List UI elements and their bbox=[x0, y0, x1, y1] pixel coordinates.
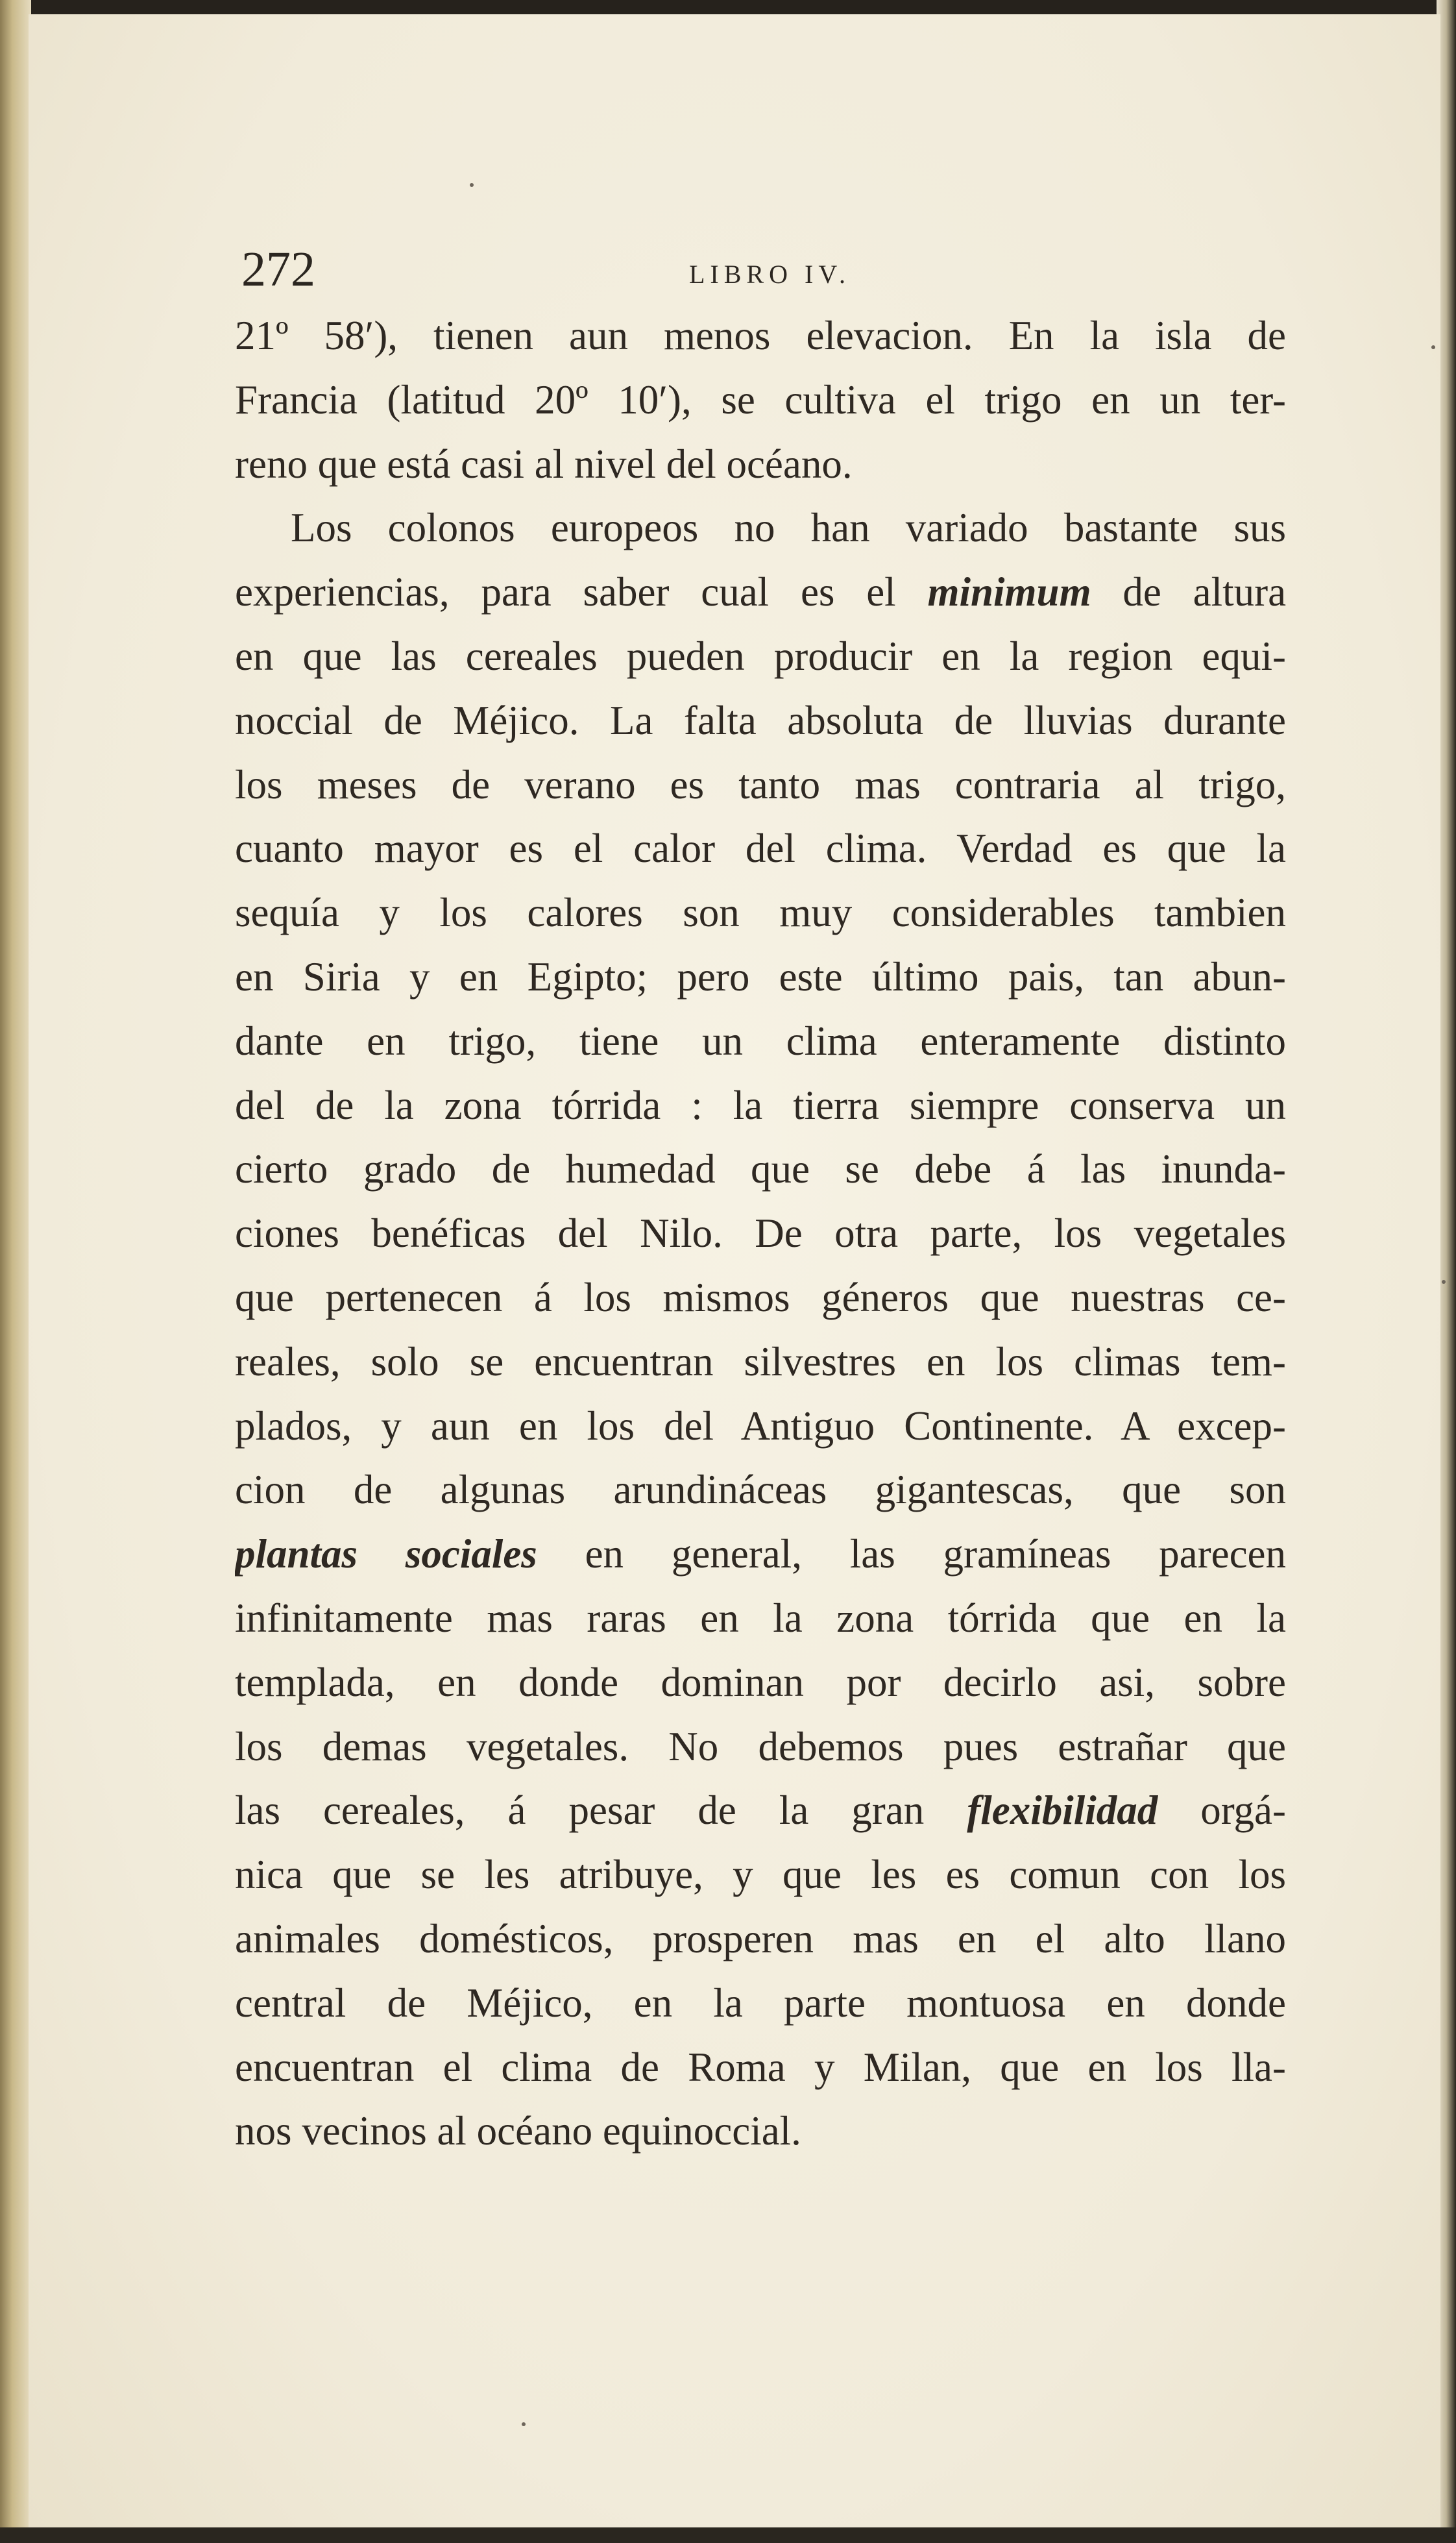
text-line: plados, y aun en los del Antiguo Continente. A excep- bbox=[235, 1403, 1286, 1449]
text-line: en Siria y en Egipto; pero este último pais, tan abun- bbox=[235, 953, 1286, 1000]
text-line: central de Méjico, en la parte montuosa en donde bbox=[235, 1980, 1286, 2026]
text-line: Los colonos europeos no han variado bastante sus bbox=[291, 505, 1286, 551]
text-line: los meses de verano es tanto mas contraria al trigo, bbox=[235, 761, 1286, 807]
italic-term-minimum: minimum bbox=[927, 569, 1091, 615]
italic-term-plantas-sociales: plantas sociales bbox=[235, 1531, 537, 1577]
text-segment: experiencias, para saber cual es el bbox=[235, 569, 896, 615]
text-line: animales domésticos, prosperen mas en el alto llano bbox=[235, 1915, 1286, 1961]
body-text bbox=[235, 304, 1286, 2163]
text-line: en que las cereales pueden producir en la region equi- bbox=[235, 633, 1286, 679]
text-line: templada, en donde dominan por decirlo asi, sobre bbox=[235, 1659, 1286, 1705]
text-line: noccial de Méjico. La falta absoluta de lluvias durante bbox=[235, 697, 1286, 743]
text-line: nica que se les atribuye, y que les es comun con los bbox=[235, 1852, 1286, 1898]
text-line: del de la zona tórrida : la tierra siempre conserva un bbox=[235, 1082, 1286, 1128]
text-line: infinitamente mas raras en la zona tórrida que en la bbox=[235, 1595, 1286, 1641]
text-line: cion de algunas arundináceas gigantescas, que son bbox=[235, 1467, 1286, 1513]
text-line: cierto grado de humedad que se debe á las inunda- bbox=[235, 1146, 1286, 1192]
paper-speck bbox=[522, 2422, 526, 2426]
text-line bbox=[235, 1778, 1286, 1843]
book-spine-edge bbox=[0, 0, 31, 2543]
text-line: reales, solo se encuentran silvestres en los climas tem- bbox=[235, 1338, 1286, 1384]
paper-speck bbox=[1431, 345, 1435, 349]
text-line: Francia (latitud 20º 10′), se cultiva el trigo en un ter- bbox=[235, 376, 1286, 423]
text-line: reno que está casi al nivel del océano. bbox=[235, 441, 853, 487]
text-segment: orgá- bbox=[1200, 1787, 1286, 1834]
book-edge-top bbox=[0, 0, 1456, 14]
text-line: cuanto mayor es el calor del clima. Verdad es que la bbox=[235, 826, 1286, 872]
paper-speck bbox=[1442, 1280, 1446, 1284]
text-segment: las cereales, á pesar de la gran bbox=[235, 1787, 925, 1834]
book-edge-bottom bbox=[0, 2527, 1456, 2543]
text-line: dante en trigo, tiene un clima enteramente distinto bbox=[235, 1018, 1286, 1064]
text-line: ciones benéficas del Nilo. De otra parte, los vegetales bbox=[235, 1210, 1286, 1257]
text-segment: en general, las gramíneas parecen bbox=[585, 1531, 1286, 1577]
paper-speck bbox=[470, 183, 474, 187]
page-number: 272 bbox=[241, 242, 315, 297]
text-line: 21º 58′), tienen aun menos elevacion. En la isla de bbox=[235, 313, 1286, 358]
text-line: sequía y los calores son muy considerables tambien bbox=[235, 890, 1286, 936]
text-line: encuentran el clima de Roma y Milan, que en los lla- bbox=[235, 2044, 1286, 2090]
italic-term-flexibilidad: flexibilidad bbox=[967, 1787, 1158, 1834]
text-line: que pertenecen á los mismos géneros que nuestras ce- bbox=[235, 1274, 1286, 1320]
text-line: los demas vegetales. No debemos pues estrañar que bbox=[235, 1723, 1286, 1769]
text-line bbox=[235, 560, 1286, 624]
running-head: LIBRO IV. bbox=[689, 260, 851, 289]
text-line bbox=[235, 1522, 1286, 1586]
text-segment: de altura bbox=[1122, 569, 1286, 615]
text-line: nos vecinos al océano equinoccial. bbox=[235, 2108, 801, 2154]
page-header bbox=[241, 234, 1305, 305]
